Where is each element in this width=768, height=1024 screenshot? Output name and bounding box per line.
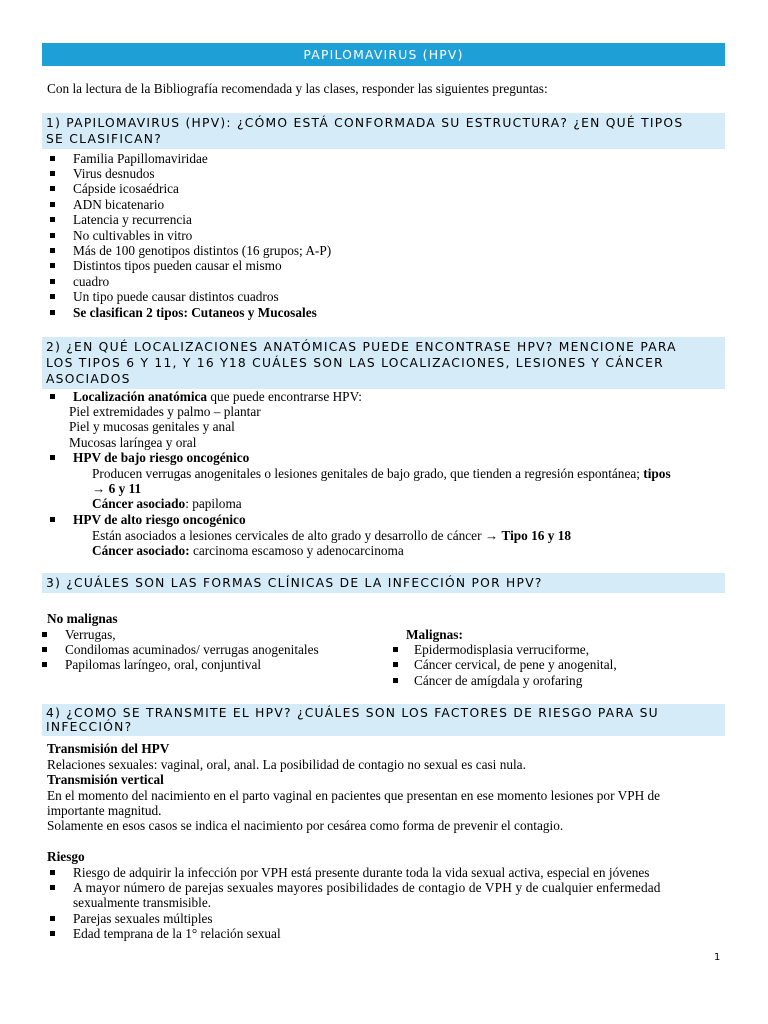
document-page: PAPILOMAVIRUS (HPV) Con la lectura de la Bibliografía recomendada y las clases, responder las siguientes preguntas: 1) PAPILOMAVIRUS (HPV): ¿CÓMO ESTÁ CONFORMADA SU ESTRUCTURA? ¿EN QUÉ TIPOS SE CLASIFICAN? Familia Papillomaviridae Virus desnudos Cápside icosaédrica ADN bicatenario Latencia y recurrencia No cultivables in vitro Más de 100 genotipos distintos (16 grupos; A-P) Distintos tipos pueden causar el mismo cuadro Un tipo puede causar distintos cuadros Se clasifican 2 tipos: Cutaneos y Mucosales 2) ¿EN QUÉ LOCALIZACIONES ANATÓMICAS PUEDE ENCONTRASE HPV? MENCIONE PARA LOS TIPOS 6 Y 11, Y 16 Y18 CUÁLES SON LAS LOCALIZACIONES, LESIONES Y CÁNCER ASOCIADOS Localización anatómica que puede encontrarse HPV: Piel extremidades y palmo – plantar Piel y mucosas genitales y anal Mucosas laríngea y oral HPV de bajo riesgo oncogénico Producen verrugas anogenitales o lesiones genitales de bajo grado, que tienden a regresión espontánea; tipos → 6 y 11 Cáncer asociado: papiloma HPV de alto riesgo oncogénico Están asociados a lesiones cervicales de alto grado y desarrollo de cáncer → Tipo 16 y 18 Cáncer asociado: carcinoma escamoso y adenocarcinoma 3) ¿CUÁLES SON LAS FORMAS CLÍNICAS DE LA INFECCIÓN POR HPV? No malignas Verrugas, Condilomas acuminados/ verrugas anogenitales Papilomas laríngeo, oral, conjuntival Malignas: Epidermodisplasia verruciforme, Cáncer cervical, de pene y anogenital, Cáncer de amígdala y orofaring 4) ¿COMO SE TRANSMITE EL HPV? ¿CUÁLES SON LOS FACTORES DE RIESGO PARA SU INFECCIÓN? Transmisión del HPV Relaciones sexuales: vaginal, oral, anal. La posibilidad de contagio no sexual es casi nula. Transmisión vertical En el momento del nacimiento en el parto vaginal en pacientes que presentan en ese momento lesiones por VPH de importante magnitud. Solamente en esos casos se indica el nacimiento por cesárea como forma de prevenir el contagio. Riesgo Riesgo de adquirir la infección por VPH está presente durante toda la vida sexual activa, especial en jóvenes A mayor número de parejas sexuales mayores posibilidades de contagio de VPH y de cualquier enfermedad sexualmente transmisible. Parejas sexuales múltiples Edad temprana de la 1° relación sexual 1 <box>0 0 768 1024</box>
question-4-heading-line: INFECCIÓN? <box>46 720 133 734</box>
high-risk-text: Están asociados a lesiones cervicales de alto grado y desarrollo de cáncer → Tipo 16 y 18 <box>92 528 572 543</box>
vertical-text: En el momento del nacimiento en el parto vaginal en pacientes que presentan en ese momento lesiones por VPH de <box>47 788 661 803</box>
question-2-heading-line: ASOCIADOS <box>46 372 131 386</box>
question-1-heading-line: 1) PAPILOMAVIRUS (HPV): ¿CÓMO ESTÁ CONFORMADA SU ESTRUCTURA? ¿EN QUÉ TIPOS <box>46 116 684 130</box>
transmission-title: Transmisión del HPV <box>47 741 170 756</box>
low-risk-text: Producen verrugas anogenitales o lesiones genitales de bajo grado, que tienden a regresión espontánea; tipos <box>92 466 671 481</box>
risk-title: Riesgo <box>47 849 85 864</box>
question-3-heading-line: 3) ¿CUÁLES SON LAS FORMAS CLÍNICAS DE LA INFECCIÓN POR HPV? <box>46 576 543 590</box>
vertical-text: importante magnitud. <box>47 803 162 818</box>
question-4-heading-line: 4) ¿COMO SE TRANSMITE EL HPV? ¿CUÁLES SON LOS FACTORES DE RIESGO PARA SU <box>46 706 659 720</box>
page-number: 1 <box>714 952 721 963</box>
question-2-heading-line: LOS TIPOS 6 Y 11, Y 16 Y18 CUÁLES SON LAS LOCALIZACIONES, LESIONES Y CÁNCER <box>46 356 664 370</box>
document-title: PAPILOMAVIRUS (HPV) <box>42 43 725 66</box>
question-2-heading-line: 2) ¿EN QUÉ LOCALIZACIONES ANATÓMICAS PUEDE ENCONTRASE HPV? MENCIONE PARA <box>46 340 677 354</box>
question-2-heading <box>42 337 725 389</box>
question-1-heading <box>42 113 725 149</box>
malignas-title: Malignas: <box>406 627 463 642</box>
transmission-text: Relaciones sexuales: vaginal, oral, anal. La posibilidad de contagio no sexual es casi nula. <box>47 757 526 772</box>
location-line: Mucosas laríngea y oral <box>69 435 197 450</box>
location-line: Piel extremidades y palmo – plantar <box>69 404 261 419</box>
low-risk-types: → 6 y 11 <box>92 481 142 496</box>
intro-text: Con la lectura de la Bibliografía recomendada y las clases, responder las siguientes preguntas: <box>47 81 548 96</box>
location-line: Piel y mucosas genitales y anal <box>69 419 235 434</box>
question-3-heading <box>42 573 725 593</box>
high-risk-cancer: Cáncer asociado: carcinoma escamoso y adenocarcinoma <box>92 543 404 558</box>
question-4-heading <box>42 704 725 736</box>
no-malignas-title: No malignas <box>47 611 118 626</box>
list-item-continuation: sexualmente transmisible. <box>73 895 212 910</box>
vertical-text: Solamente en esos casos se indica el nacimiento por cesárea como forma de prevenir el contagio. <box>47 818 564 833</box>
low-risk-cancer: Cáncer asociado: papiloma <box>92 496 242 511</box>
question-1-heading-line: SE CLASIFICAN? <box>46 132 162 146</box>
vertical-title: Transmisión vertical <box>47 772 164 787</box>
